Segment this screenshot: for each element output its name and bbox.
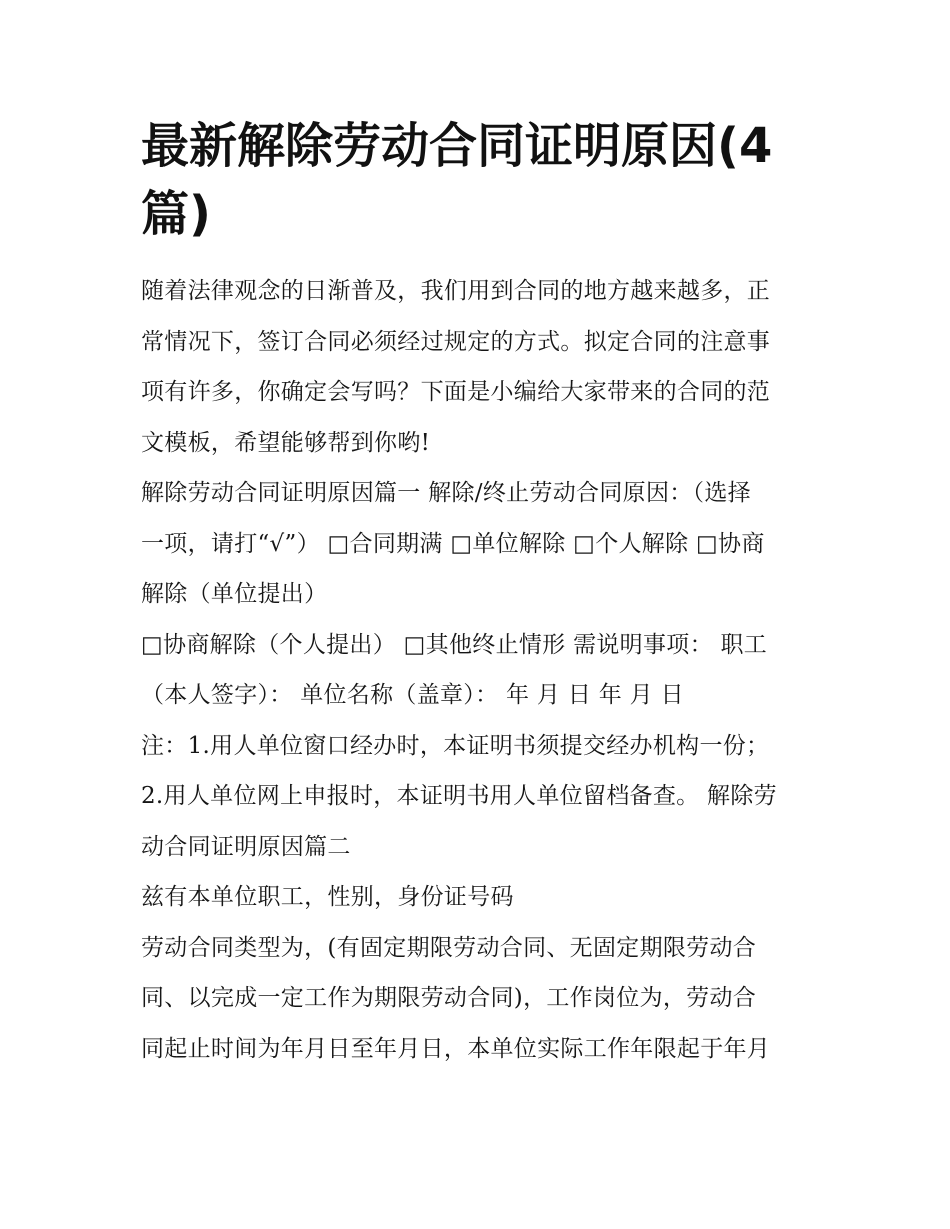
text-line: 兹有本单位职工，性别，身份证号码 xyxy=(141,884,514,910)
text-line: 一项，请打“√”） □合同期满 □单位解除 □个人解除 □协商 xyxy=(141,530,765,557)
intro-paragraph xyxy=(141,266,813,468)
text-line: 常情况下，签订合同必须经过规定的方式。拟定合同的注意事 xyxy=(141,328,771,355)
text-line: 劳动合同类型为，(有固定期限劳动合同、无固定期限劳动合 xyxy=(141,934,757,961)
title-line-1: 最新解除劳动合同证明原因(4 xyxy=(141,118,773,174)
document-title xyxy=(141,112,813,248)
text-line: 2.用人单位网上申报时，本证明书用人单位留档备查。 解除劳 xyxy=(141,783,777,809)
text-line: （本人签字）： 单位名称（盖章）： 年 月 日 年 月 日 xyxy=(141,682,684,708)
employee-info-paragraph xyxy=(141,872,813,923)
text-line: 解除（单位提出） xyxy=(141,581,328,607)
text-line: 同起止时间为年月日至年月日，本单位实际工作年限起于年月 xyxy=(141,1035,771,1062)
document-page xyxy=(141,112,813,1074)
text-line: 同、以完成一定工作为期限劳动合同)，工作岗位为，劳动合 xyxy=(141,985,757,1011)
text-line: □协商解除（个人提出） □其他终止情形 需说明事项： 职工 xyxy=(141,631,768,658)
contract-type-paragraph xyxy=(141,923,813,1075)
text-line: 项有许多，你确定会写吗？下面是小编给大家带来的合同的范 xyxy=(141,379,771,405)
text-line: 动合同证明原因篇二 xyxy=(141,833,351,860)
notes-paragraph xyxy=(141,721,813,873)
text-line: 文模板，希望能够帮到你哟! xyxy=(141,429,431,456)
text-line: 注：1.用人单位窗口经办时，本证明书须提交经办机构一份； xyxy=(141,732,770,759)
signature-paragraph xyxy=(141,620,813,721)
text-line: 随着法律观念的日渐普及，我们用到合同的地方越来越多，正 xyxy=(141,278,771,304)
title-line-2: 篇) xyxy=(141,186,211,242)
reason-options-paragraph xyxy=(141,468,813,620)
text-line: 解除劳动合同证明原因篇一 解除/终止劳动合同原因：（选择 xyxy=(141,480,751,506)
